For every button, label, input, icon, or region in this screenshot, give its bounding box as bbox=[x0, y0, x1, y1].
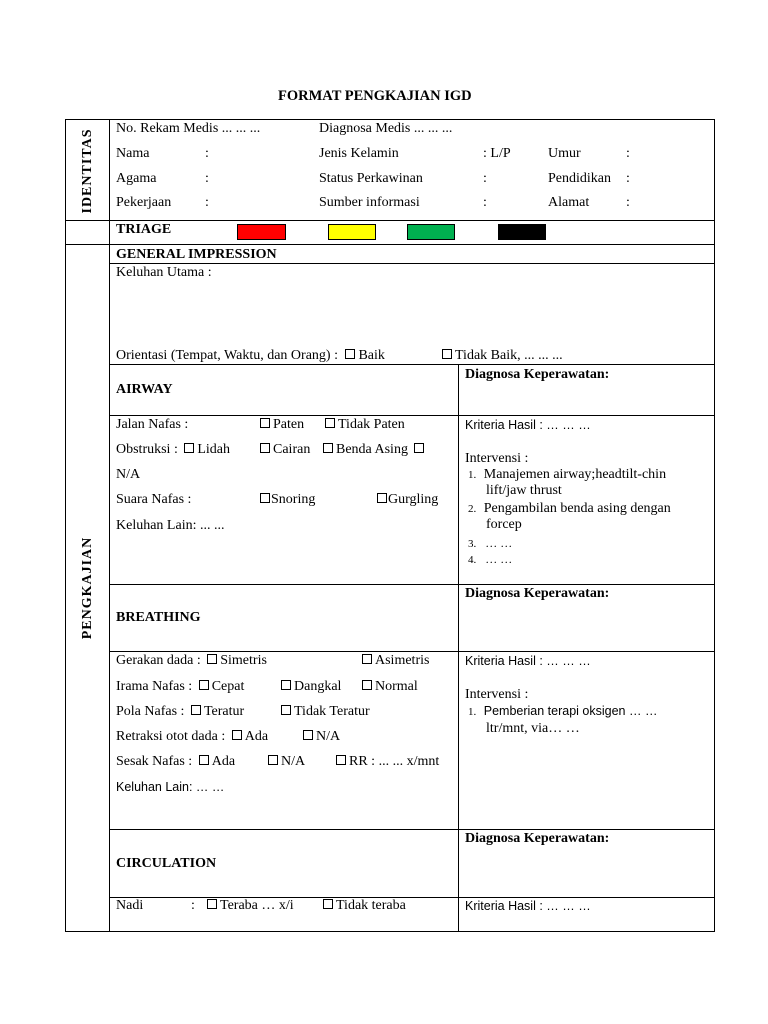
tidak-paten-checkbox[interactable] bbox=[325, 418, 335, 428]
rr-checkbox[interactable] bbox=[336, 755, 346, 765]
simetris-label: Simetris bbox=[220, 653, 267, 668]
orientasi-baik-label: Baik bbox=[358, 348, 385, 363]
status-perkawinan-label: Status Perkawinan bbox=[319, 171, 423, 186]
cairan-option bbox=[260, 443, 310, 457]
dangkal-option bbox=[281, 680, 341, 694]
rr-option bbox=[336, 755, 439, 769]
nadi-label: Nadi bbox=[116, 898, 144, 913]
nadi-colon: : bbox=[191, 898, 195, 913]
retraksi-ada-label: Ada bbox=[244, 729, 269, 744]
normal-label: Normal bbox=[375, 679, 418, 694]
gurgling-option bbox=[377, 493, 438, 507]
dangkal-checkbox[interactable] bbox=[281, 680, 291, 690]
sesak-ada-checkbox[interactable] bbox=[199, 755, 209, 765]
snoring-option bbox=[260, 493, 315, 507]
page-title: FORMAT PENGKAJIAN IGD bbox=[278, 88, 472, 104]
pola-nafas-row bbox=[116, 705, 244, 719]
pekerjaan-label: Pekerjaan bbox=[116, 195, 172, 210]
tidak-teraba-option bbox=[323, 899, 406, 913]
retraksi-na-checkbox[interactable] bbox=[303, 730, 313, 740]
orientasi-tidak-baik-row bbox=[442, 349, 563, 363]
orientasi-tidak-baik-checkbox[interactable] bbox=[442, 349, 452, 359]
breathing-diagnosa-keperawatan: Diagnosa Keperawatan: bbox=[465, 586, 610, 601]
pendidikan-label: Pendidikan bbox=[548, 171, 611, 186]
retraksi-row bbox=[116, 730, 268, 744]
irama-nafas-row bbox=[116, 680, 244, 694]
teratur-label: Teratur bbox=[203, 704, 245, 719]
breathing-intervensi-label: Intervensi : bbox=[465, 687, 529, 702]
irama-nafas-label: Irama Nafas : bbox=[116, 679, 193, 694]
gurgling-label: Gurgling bbox=[388, 492, 439, 507]
tidak-teratur-label: Tidak Teratur bbox=[294, 704, 370, 719]
gerakan-dada-label: Gerakan dada : bbox=[116, 653, 201, 668]
airway-intervensi-label: Intervensi : bbox=[465, 451, 529, 466]
benda-asing-option bbox=[323, 443, 427, 457]
sesak-ada-label: Ada bbox=[211, 754, 236, 769]
airway-heading: AIRWAY bbox=[116, 382, 173, 397]
orientasi-tidak-baik-label: Tidak Baik, ... ... ... bbox=[455, 348, 563, 363]
item-text: Pengambilan benda asing dengan bbox=[483, 501, 671, 516]
snoring-checkbox[interactable] bbox=[260, 493, 270, 503]
circulation-diagnosa-keperawatan: Diagnosa Keperawatan: bbox=[465, 831, 610, 846]
no-rekam-medis-label: No. Rekam Medis ... ... ... bbox=[116, 121, 261, 136]
identitas-side-label: IDENTITAS bbox=[80, 128, 95, 214]
alamat-colon: : bbox=[626, 195, 630, 210]
retraksi-na-option bbox=[303, 730, 340, 744]
teraba-option bbox=[207, 899, 294, 913]
circulation-kriteria-hasil: Kriteria Hasil : … … … bbox=[465, 899, 591, 913]
obstruksi-na-checkbox[interactable] bbox=[414, 443, 424, 453]
triage-yellow-swatch[interactable] bbox=[328, 224, 376, 240]
obstruksi-label: Obstruksi : bbox=[116, 442, 178, 457]
item-text: Manajemen airway;headtilt-chin bbox=[483, 467, 667, 482]
alamat-label: Alamat bbox=[548, 195, 590, 210]
general-impression-heading: GENERAL IMPRESSION bbox=[116, 247, 277, 262]
orientasi-baik-checkbox[interactable] bbox=[345, 349, 355, 359]
item-number: 1. bbox=[468, 469, 477, 481]
airway-keluhan-lain: Keluhan Lain: ... ... bbox=[116, 518, 225, 533]
orientasi-row bbox=[116, 349, 385, 363]
obstruksi-na-label: N/A bbox=[116, 467, 141, 482]
item-number: 2. bbox=[468, 503, 477, 515]
nama-colon: : bbox=[205, 146, 209, 161]
airway-intervensi-item-2 bbox=[468, 502, 671, 516]
retraksi-na-label: N/A bbox=[316, 729, 341, 744]
diagnosa-medis-label: Diagnosa Medis ... ... ... bbox=[319, 121, 453, 136]
sesak-na-checkbox[interactable] bbox=[268, 755, 278, 765]
item-number: 3. bbox=[468, 538, 477, 550]
orientasi-label: Orientasi (Tempat, Waktu, dan Orang) : bbox=[116, 348, 338, 363]
breathing-heading: BREATHING bbox=[116, 610, 201, 625]
asimetris-label: Asimetris bbox=[375, 653, 430, 668]
benda-asing-checkbox[interactable] bbox=[323, 443, 333, 453]
teraba-label: Teraba … x/i bbox=[220, 898, 294, 913]
tidak-paten-label: Tidak Paten bbox=[338, 417, 405, 432]
normal-option bbox=[362, 680, 418, 694]
cairan-label: Cairan bbox=[273, 442, 311, 457]
airway-intervensi-item-4 bbox=[468, 553, 512, 566]
retraksi-ada-checkbox[interactable] bbox=[232, 730, 242, 740]
simetris-checkbox[interactable] bbox=[207, 654, 217, 664]
umur-colon: : bbox=[626, 146, 630, 161]
umur-label: Umur bbox=[548, 146, 581, 161]
gurgling-checkbox[interactable] bbox=[377, 493, 387, 503]
suara-nafas-label: Suara Nafas : bbox=[116, 492, 192, 507]
cairan-checkbox[interactable] bbox=[260, 443, 270, 453]
breathing-keluhan-lain: Keluhan Lain: … … bbox=[116, 780, 225, 794]
jenis-kelamin-value: : L/P bbox=[483, 146, 511, 161]
item-text: … … bbox=[485, 536, 513, 550]
obstruksi-row bbox=[116, 443, 230, 457]
jenis-kelamin-label: Jenis Kelamin bbox=[319, 146, 399, 161]
gerakan-dada-row bbox=[116, 654, 267, 668]
airway-intervensi-item-2-cont: forcep bbox=[486, 517, 522, 532]
sesak-nafas-label: Sesak Nafas : bbox=[116, 754, 193, 769]
sumber-informasi-colon: : bbox=[483, 195, 487, 210]
sumber-informasi-label: Sumber informasi bbox=[319, 195, 420, 210]
triage-green-swatch[interactable] bbox=[407, 224, 455, 240]
agama-label: Agama bbox=[116, 171, 157, 186]
jalan-nafas-paten-option bbox=[260, 418, 304, 432]
benda-asing-label: Benda Asing bbox=[336, 442, 408, 457]
item-number: 4. bbox=[468, 554, 477, 566]
agama-colon: : bbox=[205, 171, 209, 186]
lidah-checkbox[interactable] bbox=[184, 443, 194, 453]
airway-diagnosa-keperawatan: Diagnosa Keperawatan: bbox=[465, 367, 610, 382]
lidah-label: Lidah bbox=[197, 442, 230, 457]
keluhan-utama-label: Keluhan Utama : bbox=[116, 265, 212, 280]
asimetris-option bbox=[362, 654, 429, 668]
cepat-label: Cepat bbox=[211, 679, 245, 694]
retraksi-label: Retraksi otot dada : bbox=[116, 729, 226, 744]
paten-label: Paten bbox=[273, 417, 305, 432]
item-number: 1. bbox=[468, 706, 477, 718]
normal-checkbox[interactable] bbox=[362, 680, 372, 690]
breathing-intervensi-item-1 bbox=[468, 705, 657, 719]
sesak-nafas-row bbox=[116, 755, 235, 769]
snoring-label: Snoring bbox=[271, 492, 316, 507]
rr-label: RR : ... ... x/mnt bbox=[349, 754, 440, 769]
pola-nafas-label: Pola Nafas : bbox=[116, 704, 185, 719]
sesak-na-option bbox=[268, 755, 305, 769]
airway-intervensi-item-1-cont: lift/jaw thrust bbox=[486, 483, 562, 498]
pengkajian-side-label: PENGKAJIAN bbox=[80, 536, 95, 640]
circulation-heading: CIRCULATION bbox=[116, 856, 217, 871]
breathing-kriteria-hasil: Kriteria Hasil : … … … bbox=[465, 654, 591, 668]
tidak-teratur-option bbox=[281, 705, 370, 719]
sesak-na-label: N/A bbox=[281, 754, 306, 769]
breathing-intervensi-item-1-cont: ltr/mnt, via… … bbox=[486, 721, 580, 736]
tidak-teraba-checkbox[interactable] bbox=[323, 899, 333, 909]
dangkal-label: Dangkal bbox=[294, 679, 342, 694]
tidak-teratur-checkbox[interactable] bbox=[281, 705, 291, 715]
asimetris-checkbox[interactable] bbox=[362, 654, 372, 664]
jalan-nafas-tidak-paten-option bbox=[325, 418, 405, 432]
pekerjaan-colon: : bbox=[205, 195, 209, 210]
airway-kriteria-hasil: Kriteria Hasil : … … … bbox=[465, 418, 591, 432]
pendidikan-colon: : bbox=[626, 171, 630, 186]
cepat-checkbox[interactable] bbox=[199, 680, 209, 690]
triage-label: TRIAGE bbox=[116, 222, 172, 237]
teratur-checkbox[interactable] bbox=[191, 705, 201, 715]
paten-checkbox[interactable] bbox=[260, 418, 270, 428]
teraba-checkbox[interactable] bbox=[207, 899, 217, 909]
airway-intervensi-item-3 bbox=[468, 537, 512, 550]
nama-label: Nama bbox=[116, 146, 150, 161]
tidak-teraba-label: Tidak teraba bbox=[336, 898, 406, 913]
item-text: Pemberian terapi oksigen … … bbox=[483, 704, 658, 718]
airway-intervensi-item-1 bbox=[468, 468, 666, 482]
status-perkawinan-colon: : bbox=[483, 171, 487, 186]
jalan-nafas-label: Jalan Nafas : bbox=[116, 417, 189, 432]
item-text: … … bbox=[485, 552, 513, 566]
triage-red-swatch[interactable] bbox=[237, 224, 286, 240]
triage-black-swatch[interactable] bbox=[498, 224, 546, 240]
